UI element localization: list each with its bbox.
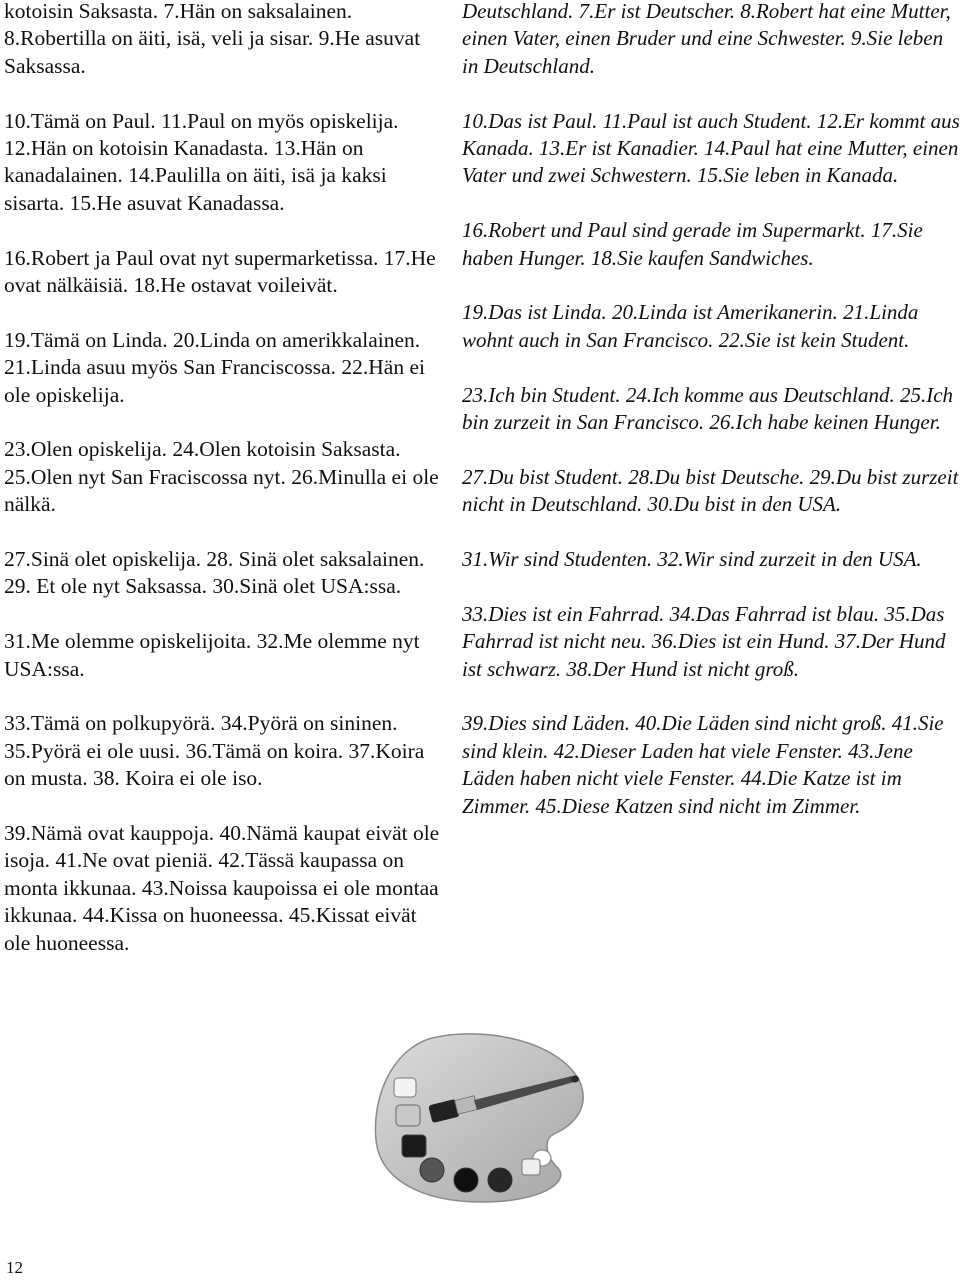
- finnish-paragraph: 10.Tämä on Paul. 11.Paul on myös opiskelija. 12.Hän on kotoisin Kanadasta. 13.Hän on kanadalainen. 14.Paulilla on äiti, isä ja kaksi sisarta. 15.He asuvat Kanadassa.: [4, 108, 399, 215]
- german-paragraph: 31.Wir sind Studenten. 32.Wir sind zurzeit in den USA.: [462, 547, 922, 572]
- german-paragraph: 33.Dies ist ein Fahrrad. 34.Das Fahrrad ist blau. 35.Das Fahrrad ist nicht neu. 36.Dies ist ein Hund. 37.Der Hund ist schwarz. 38.Der Hund ist nicht groß.: [462, 601, 946, 681]
- finnish-paragraph: 16.Robert ja Paul ovat nyt supermarketissa. 17.He ovat nälkäisiä. 18.He ostavat voileivät.: [4, 245, 436, 298]
- finnish-paragraph: 33.Tämä on polkupyörä. 34.Pyörä on sininen. 35.Pyörä ei ole uusi. 36.Tämä on koira. 37.Koira on musta. 38. Koira ei ole iso.: [4, 711, 425, 791]
- finnish-paragraph: 19.Tämä on Linda. 20.Linda on amerikkalainen. 21.Linda asuu myös San Franciscossa. 22.Hän ei ole opiskelija.: [4, 327, 425, 407]
- german-paragraph: 16.Robert und Paul sind gerade im Supermarkt. 17.Sie haben Hunger. 18.Sie kaufen Sandwiches.: [462, 218, 923, 270]
- finnish-column: [4, 0, 446, 984]
- finnish-paragraph: kotoisin Saksasta. 7.Hän on saksalainen. 8.Robertilla on äiti, isä, veli ja sisar. 9.He asuvat Saksassa.: [4, 0, 421, 78]
- german-paragraph: 23.Ich bin Student. 24.Ich komme aus Deutschland. 25.Ich bin zurzeit in San Francisco. 26.Ich habe keinen Hunger.: [462, 382, 954, 435]
- german-paragraph: 39.Dies sind Läden. 40.Die Läden sind nicht groß. 41.Sie sind klein. 42.Dieser Laden hat viele Fenster. 43.Jene Läden haben nicht viele Fenster. 44.Die Katze ist im Zimmer. 45.Diese Katzen sind nicht im Zimmer.: [462, 711, 944, 818]
- finnish-paragraph: 31.Me olemme opiskelijoita. 32.Me olemme nyt USA:ssa.: [4, 629, 420, 681]
- finnish-paragraph: 27.Sinä olet opiskelija. 28. Sinä olet saksalainen. 29. Et ole nyt Saksassa. 30.Sinä olet USA:ssa.: [4, 547, 425, 599]
- german-paragraph: 27.Du bist Student. 28.Du bist Deutsche. 29.Du bist zurzeit nicht in Deutschland. 30.Du bist in den USA.: [462, 464, 959, 517]
- german-paragraph: 10.Das ist Paul. 11.Paul ist auch Student. 12.Er kommt aus Kanada. 13.Er ist Kanadier. 14.Paul hat eine Mutter, einen Vater und zwei Schwestern. 15.Sie leben in Kanada.: [462, 108, 960, 188]
- finnish-paragraph: 39.Nämä ovat kauppoja. 40.Nämä kaupat eivät ole isoja. 41.Ne ovat pieniä. 42.Tässä kaupassa on monta ikkunaa. 43.Noissa kaupoissa ei ole montaa ikkunaa. 44.Kissa on huoneessa. 45.Kissat eivät ole huoneessa.: [4, 821, 440, 955]
- german-paragraph: 19.Das ist Linda. 20.Linda ist Amerikanerin. 21.Linda wohnt auch in San Francisco. 22.Sie ist kein Student.: [462, 300, 919, 352]
- paint-palette-icon: [372, 1030, 587, 1205]
- german-column: [462, 0, 960, 847]
- finnish-paragraph: 23.Olen opiskelija. 24.Olen kotoisin Saksasta. 25.Olen nyt San Fraciscossa nyt. 26.Minulla ei ole nälkä.: [4, 437, 439, 517]
- page-number: 12: [6, 1258, 23, 1277]
- german-paragraph: Deutschland. 7.Er ist Deutscher. 8.Robert hat eine Mutter, einen Vater, einen Bruder und eine Schwester. 9.Sie leben in Deutschland.: [462, 0, 951, 78]
